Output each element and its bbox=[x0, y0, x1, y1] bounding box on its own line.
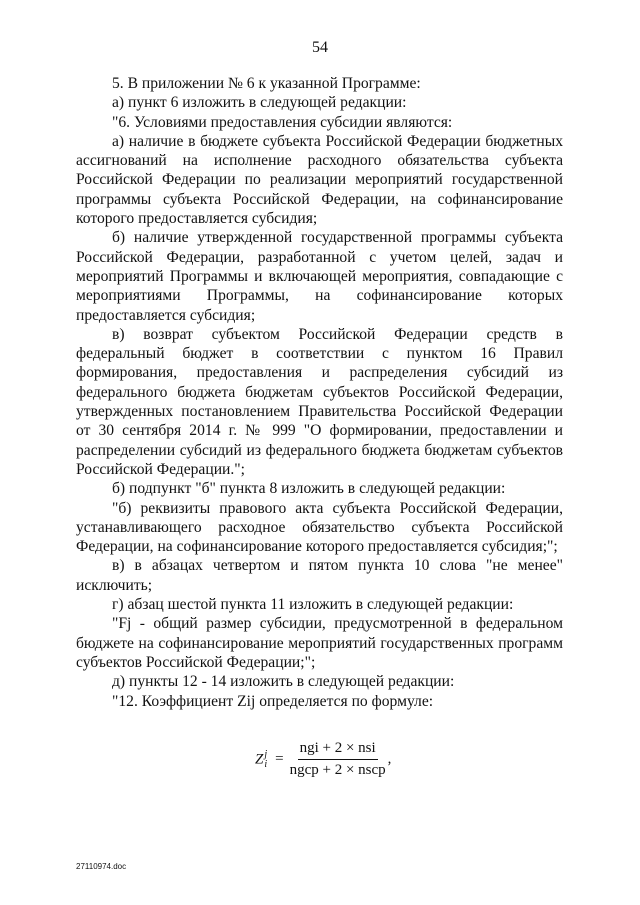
paragraph: "б) реквизиты правового акта субъекта Российской Федерации, устанавливающего расходное обязательство субъекта Российской Федерации, на софинансирование которого предоставляется субсидия;"; bbox=[76, 499, 563, 556]
document-body bbox=[76, 74, 563, 711]
paragraph: "12. Коэффициент Zij определяется по формуле: bbox=[112, 692, 434, 710]
paragraph: а) наличие в бюджете субъекта Российской Федерации бюджетных ассигнований на исполнение расходного обязательства субъекта Российской Федерации по реализации мероприятий государственной программы субъекта Российской Федерации, на софинансирование которого предоставляется субсидия; bbox=[76, 132, 563, 228]
formula-sub: i bbox=[264, 758, 268, 770]
paragraph: "Fj - общий размер субсидии, предусмотренной в федеральном бюджете на софинансирование мероприятий государственных программ субъектов Российской Федерации;"; bbox=[76, 615, 563, 671]
paragraph: 5. В приложении № 6 к указанной Программе: bbox=[112, 75, 421, 92]
paragraph: б) подпункт "б" пункта 8 изложить в следующей редакции: bbox=[112, 480, 506, 498]
page-number: 54 bbox=[312, 39, 328, 56]
formula-numerator: ngi + 2 × nsi bbox=[298, 740, 378, 760]
paragraph: д) пункты 12 - 14 изложить в следующей редакции: bbox=[112, 673, 455, 691]
paragraph: в) возврат субъектом Российской Федерации средств в федеральный бюджет в соответствии с пунктом 16 Правил формирования, предоставления и распределения субсидий из федерального бюджета бюджетам субъектов Российской Федерации, утвержденных постановлением Правительства Российской Федерации от 30 сентября 2014 г. № 999 "О формировании, предоставлении и распределении субсидий из федерального бюджета бюджетам субъектов Российской Федерации."; bbox=[76, 325, 563, 478]
formula-trailing: , bbox=[387, 751, 392, 767]
formula-sup: j bbox=[264, 748, 268, 760]
paragraph: а) пункт 6 изложить в следующей редакции: bbox=[112, 94, 407, 112]
formula-fraction bbox=[288, 740, 388, 779]
document-footer: 27110974.doc bbox=[76, 862, 127, 871]
paragraph: б) наличие утвержденной государственной программы субъекта Российской Федерации, разработанной с учетом целей, задач и мероприятий Программы и включающей мероприятия, совпадающие с мероприятиями Программы, на софинансирование которых предоставляется субсидия; bbox=[76, 229, 563, 324]
formula-lhs bbox=[255, 750, 267, 770]
paragraph: "6. Условиями предоставления субсидии являются: bbox=[112, 113, 453, 131]
paragraph: г) абзац шестой пункта 11 изложить в следующей редакции: bbox=[112, 596, 514, 614]
formula-indices bbox=[264, 750, 267, 770]
formula bbox=[255, 740, 391, 779]
formula-equals: = bbox=[275, 751, 284, 767]
paragraph: в) в абзацах четвертом и пятом пункта 10 слова "не менее" исключить; bbox=[76, 557, 563, 594]
formula-denominator: ngcp + 2 × nscp bbox=[289, 762, 386, 778]
formula-variable: Z bbox=[255, 750, 264, 767]
